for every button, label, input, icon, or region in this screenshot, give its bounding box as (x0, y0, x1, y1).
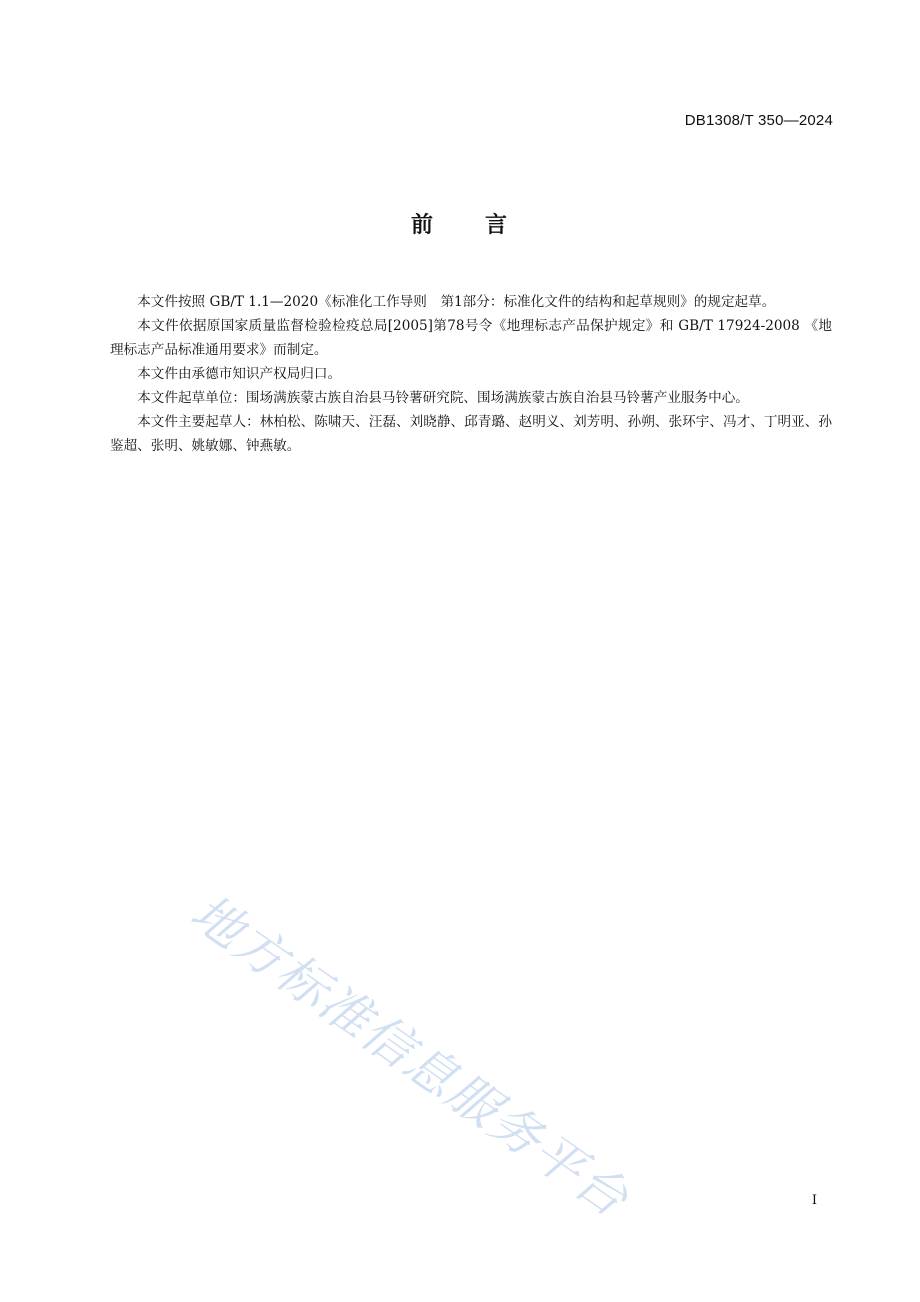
paragraph-legal-basis: 本文件依据原国家质量监督检验检疫总局[2005]第78号令《地理标志产品保护规定》和 GB/T 17924-2008 《地理标志产品标准通用要求》而制定。 (110, 318, 832, 358)
paragraph-basis: 本文件按照 GB/T 1.1—2020《标准化工作导则 第1部分：标准化文件的结构和起草规则》的规定起草。 (137, 294, 776, 310)
page-title (0, 208, 920, 239)
document-code: DB1308/T 350—2024 (684, 112, 833, 129)
foreword-body (110, 290, 832, 458)
title-char-1: 前 (410, 213, 435, 238)
title-char-2: 言 (485, 213, 510, 238)
paragraph-drafting-units: 本文件起草单位：围场满族蒙古族自治县马铃薯研究院、围场满族蒙古族自治县马铃薯产业服务中心。 (137, 390, 749, 406)
watermark: 地方标准信息服务平台 (180, 883, 640, 1229)
paragraph-administration: 本文件由承德市知识产权局归口。 (137, 366, 342, 382)
paragraph-drafters: 本文件主要起草人：林柏松、陈啸天、汪磊、刘晓静、邱青璐、赵明义、刘芳明、孙朔、张环宇、冯才、丁明亚、孙鉴超、张明、姚敏娜、钟燕敏。 (110, 414, 832, 454)
page-number: I (811, 1193, 817, 1208)
